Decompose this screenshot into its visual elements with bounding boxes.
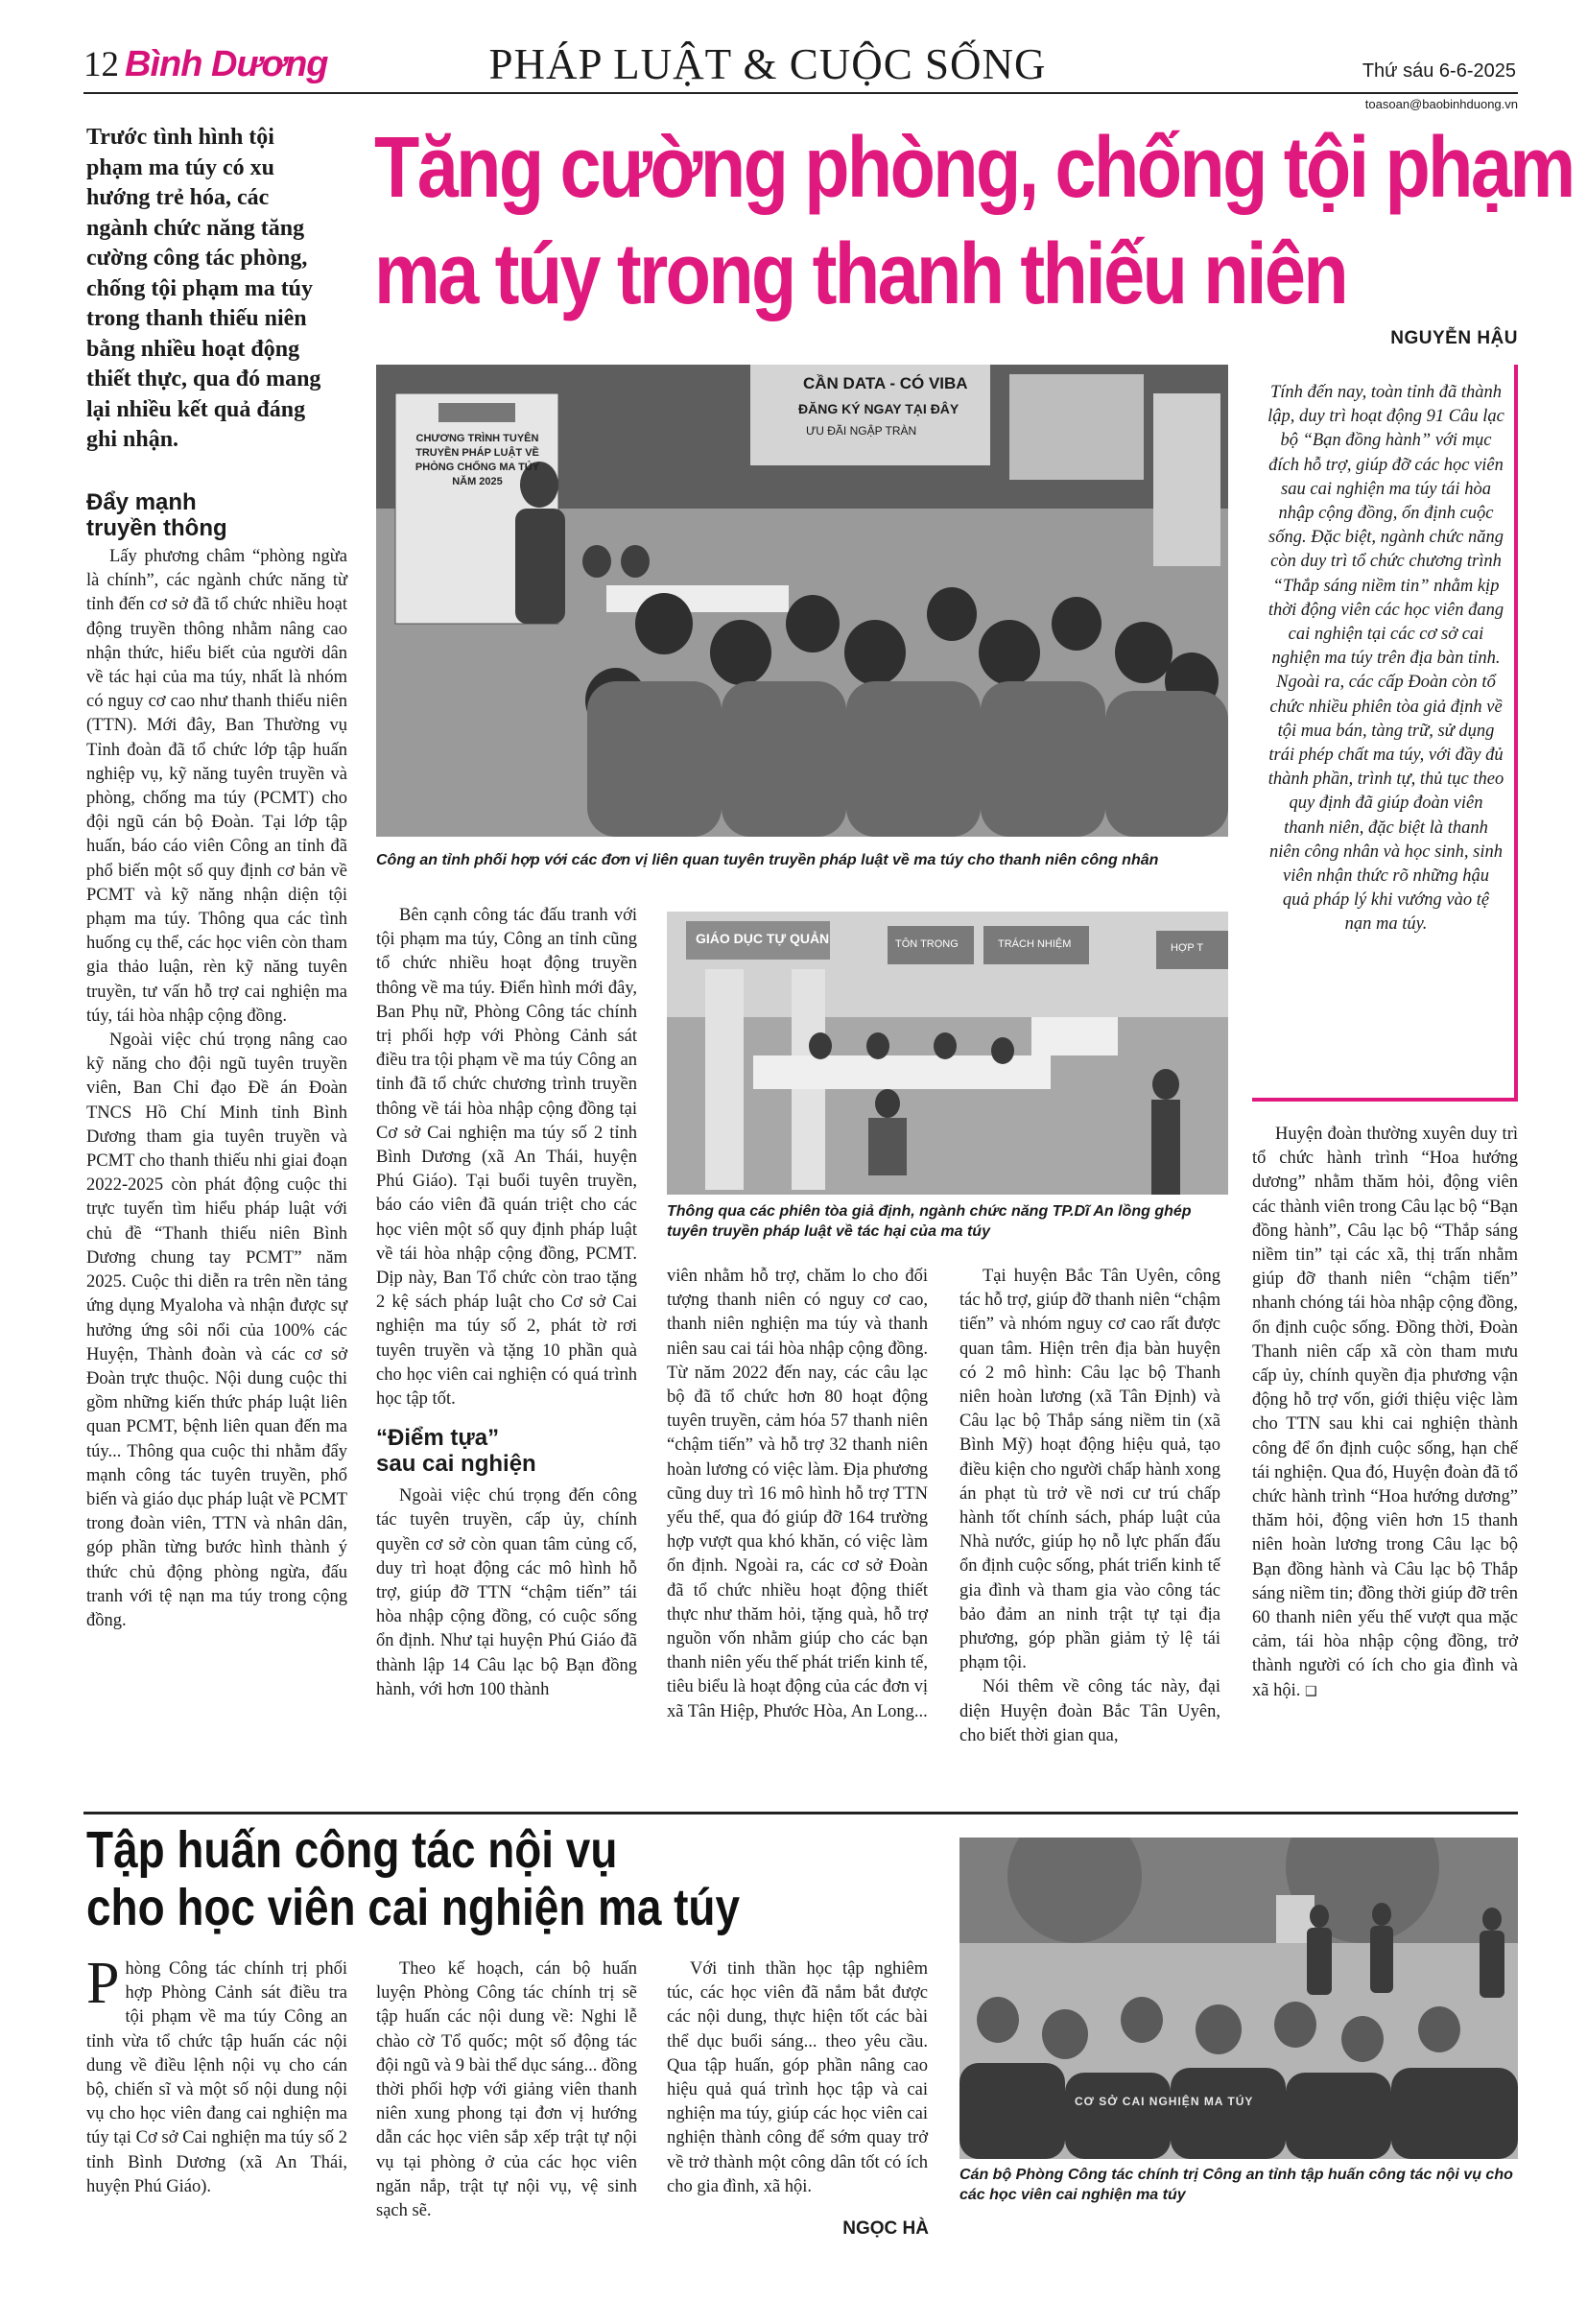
photo-mock-trial	[667, 912, 1228, 1195]
article-title-line1: Tăng cường phòng, chống tội phạm	[374, 120, 1574, 216]
photo-caption: Cán bộ Phòng Công tác chính trị Công an tỉnh tập huấn công tác nội vụ cho các học viên cai nghiện ma túy	[959, 2167, 1513, 2203]
paragraph: Lấy phương châm “phòng ngừa là chính”, các ngành chức năng từ tỉnh đến cơ sở đã tổ chức nhiều hoạt động truyền thông nhằm nâng cao nhận thức, hiểu biết của người dân về tác hại của ma túy, nhất là nhóm có nguy cơ cao như thanh thiếu niên (TTN). Mới đây, Ban Thường vụ Tỉnh đoàn đã tổ chức lớp tập huấn nghiệp vụ, kỹ năng tuyên truyền và phòng, chống ma túy (PCMT) cho đội ngũ cán bộ Đoàn. Tại lớp tập huấn, báo cáo viên Công an tỉnh đã phổ biến một số quy định cơ bản về PCMT và kỹ năng nhận diện tội phạm ma túy. Thông qua các tình huống cụ thể, các học viên còn tham gia thảo luận, rèn kỹ năng tuyên truyền, tư vấn hỗ trợ cai nghiện ma túy, tái hòa nhập cộng đồng.	[86, 547, 347, 1026]
article-title-line2: ma túy trong thanh thiếu niên	[374, 226, 1347, 322]
photo-banner-text: ĐĂNG KÝ NGAY TẠI ĐÂY	[798, 401, 959, 416]
article2-column-2	[376, 1957, 637, 2223]
paragraph	[1252, 1123, 1518, 1704]
photo-caption: Công an tỉnh phối hợp với các đơn vị liên quan tuyên truyền pháp luật về ma túy cho thanh niên công nhân	[376, 852, 1159, 868]
article2-title	[86, 1821, 983, 1936]
article2-title-line1: Tập huấn công tác nội vụ	[86, 1821, 618, 1879]
section-divider	[83, 1812, 1518, 1814]
photo-sign-text: TÔN TRỌNG	[895, 938, 959, 950]
subheading-line: truyền thông	[86, 515, 227, 541]
paragraph: Với tinh thần học tập nghiêm túc, các học viên đã nắm bắt được các nội dung, thực hiện tốt các bài thể dục buổi sáng... theo yêu cầu. Qua tập huấn, góp phần nâng cao hiệu quả quá trình học tập và cai nghiện ma túy, giúp các học viên cai nghiện thành công để sớm quay trở về trở thành một công dân tốt có ích cho gia đình, xã hội.	[667, 1959, 928, 2196]
issue-date: Thứ sáu 6-6-2025	[1362, 60, 1516, 82]
dropcap: P	[86, 1951, 120, 2016]
article2-byline: NGỌC HÀ	[842, 2218, 929, 2239]
paragraph: Theo kế hoạch, cán bộ huấn luyện Phòng Công tác chính trị sẽ tập huấn các nội dung về: Nghi lễ chào cờ Tổ quốc; một số động tác đội ngũ và 9 bài thể dục sáng... đồng thời phối hợp với giảng viên thanh niên xung phong tại đơn vị hướng dẫn các học viên sắp xếp trật tự nội vụ tại phòng ở của các học viên ngăn nắp, trật tự nội vụ, vệ sinh sạch sẽ.	[376, 1959, 637, 2221]
photo-sign-text: TRÁCH NHIỆM	[998, 938, 1072, 950]
photo-banner-text: CẦN DATA - CÓ VIBA	[803, 374, 968, 392]
article2-title-line2: cho học viên cai nghiện ma túy	[86, 1879, 740, 1936]
photo-shirt-text: CƠ SỞ CAI NGHIỆN MA TÚY	[1075, 2095, 1254, 2108]
article-byline: NGUYỄN HẬU	[1390, 328, 1518, 348]
photo-banner-text: ƯU ĐÃI NGẬP TRÀN	[806, 424, 917, 438]
paragraph-text: hòng Công tác chính trị phối hợp Phòng Cảnh sát điều tra tội phạm về ma túy Công an tỉnh vừa tổ chức tập huấn các nội dung về điều lệnh nội vụ cho cán bộ, chiến sĩ và một số nội dung nội vụ cho học viên đang cai nghiện ma túy tại Cơ sở Cai nghiện ma túy số 2 tỉnh Bình Dương (xã An Thái, huyện Phú Giáo).	[86, 1959, 347, 2196]
article-title	[374, 115, 1574, 328]
highlight-box	[1252, 365, 1518, 1102]
photo-illustration	[667, 912, 1228, 1195]
article2-column-1	[86, 1951, 347, 2199]
photo-caption: Thông qua các phiên tòa giả định, ngành chức năng TP.Dĩ An lồng ghép tuyên truyền pháp luật về tác hại của ma túy	[667, 1203, 1192, 1240]
paragraph: Ngoài việc chú trọng đến công tác tuyên truyền, cấp ủy, chính quyền cơ sở còn quan tâm củng cố, duy trì hoạt động các mô hình hỗ trợ, giúp đỡ TTN “chậm tiến” tái hòa nhập cộng đồng, có cuộc sống ổn định. Như tại huyện Phú Giáo đã thành lập 14 Câu lạc bộ Bạn đồng hành, với hơn 100 thành	[376, 1486, 637, 1699]
end-mark-icon: ❑	[1304, 1683, 1317, 1699]
paragraph: Bên cạnh công tác đấu tranh với tội phạm ma túy, Công an tỉnh cũng tổ chức nhiều hoạt động truyền thông về ma túy. Điển hình mới đây, Ban Phụ nữ, Phòng Công tác chính trị phối hợp với Phòng Cảnh sát điều tra tội phạm về ma túy Công an tỉnh đã tổ chức chương trình truyền thông về tái hòa nhập cộng đồng tại Cơ sở Cai nghiện ma túy số 2 tỉnh Bình Dương (xã An Thái, huyện Phú Giáo). Tại buổi tuyên truyền, báo cáo viên đã quán triệt cho các học viên một số quy định pháp luật về tái hòa nhập cộng đồng, PCMT. Dịp này, Ban Tổ chức còn trao tặng 2 kệ sách pháp luật cho Cơ sở Cai nghiện ma túy số 2, phát tờ rơi tuyên truyền và tặng 10 phần quà cho học viên cai nghiện có quá trình học tập tốt.	[376, 906, 637, 1410]
subheading-diem-tua	[376, 1425, 637, 1477]
paragraph: Ngoài việc chú trọng nâng cao kỹ năng cho đội ngũ tuyên truyền viên, Ban Chỉ đạo Đề án Đoàn TNCS Hồ Chí Minh tỉnh Bình Dương tham gia tuyên truyền và PCMT cho thanh thiếu nhi giai đoạn 2022-2025 còn phát động cuộc thi trực tuyến tìm hiểu pháp luật với chủ đề “Thanh thiếu niên Bình Dương chung tay PCMT” năm 2025. Cuộc thi diễn ra trên nền tảng ứng dụng Myaloha và nhận được sự hưởng ứng sôi nổi của 100% các Huyện, Thành đoàn và các cơ sở Đoàn trực thuộc. Nội dung cuộc thi gồm những kiến thức pháp luật liên quan PCMT, bệnh liên quan đến ma túy... Thông qua cuộc thi nhằm đẩy mạnh công tác tuyên truyền, phổ biến và giáo dục pháp luật về PCMT trong đoàn viên, TTN và nhân dân, góp phần từng bước hình thành ý thức chủ động phòng ngừa, đấu tranh với tệ nạn ma túy trong cộng đồng.	[86, 1031, 347, 1630]
paragraph: Nói thêm về công tác này, đại diện Huyện đoàn Bắc Tân Uyên, cho biết thời gian qua,	[959, 1677, 1220, 1745]
highlight-box-text: Tính đến nay, toàn tỉnh đã thành lập, duy trì hoạt động 91 Câu lạc bộ “Bạn đồng hành” với mục đích hỗ trợ, giúp đỡ các học viên sau cai nghiện ma túy tái hòa nhập cộng đồng, ổn định cuộc sống. Đặc biệt, ngành chức năng còn duy trì tổ chức chương trình “Thắp sáng niềm tin” nhằm kịp thời động viên các học viên đang cai nghiện tại các cơ sở cai nghiện ma túy trên địa bàn tỉnh. Ngoài ra, các cấp Đoàn còn tổ chức nhiều phiên tòa giả định về tội mua bán, tàng trữ, sử dụng trái phép chất ma túy, với đầy đủ thành phần, trình tự, thủ tục theo quy định đã giúp đoàn viên thanh niên, đặc biệt là thanh niên công nhân và học sinh, sinh viên nhận thức rõ những hậu quả pháp lý khi vướng vào tệ nạn ma túy.	[1267, 383, 1504, 935]
article2-column-3	[667, 1957, 928, 2199]
photo-sign-text: HỢP T	[1171, 942, 1204, 954]
header-rule	[83, 92, 1518, 94]
subheading-truyen-thong	[86, 489, 336, 541]
photo-sign-text: GIÁO DỤC TỰ QUẢN	[696, 931, 830, 946]
photo-illustration	[959, 1838, 1518, 2159]
page-number: 12	[83, 45, 119, 84]
subheading-line: sau cai nghiện	[376, 1451, 536, 1478]
article-column-1	[86, 545, 347, 1633]
paragraph: Tại huyện Bắc Tân Uyên, công tác hỗ trợ, giúp đỡ thanh niên “chậm tiến” và nhóm nguy cơ cao rất được quan tâm. Hiện trên địa bàn huyện có 2 mô hình: Câu lạc bộ Thanh niên hoàn lương (xã Tân Định) và Câu lạc bộ Thắp sáng niềm tin (xã Bình Mỹ) hoạt động hiệu quả, tạo điều kiện cho người chấp hành xong án phạt tù trở về nơi cư trú chấp hành tốt chính sách, pháp luật của Nhà nước, giúp họ nỗ lực phấn đấu ổn định cuộc sống, phát triển kinh tế gia đình và tham gia vào công tác bảo đảm an ninh trật tự tại địa phương, góp phần giảm tỷ lệ tái phạm tội.	[959, 1267, 1220, 1673]
article-column-3	[667, 1265, 928, 1724]
subheading-line: “Điểm tựa”	[376, 1425, 500, 1452]
paragraph-text: Huyện đoàn thường xuyên duy trì tổ chức hành trình “Hoa hướng dương” nhằm thăm hỏi, động viên các thành viên trong Câu lạc bộ “Bạn đồng hành”, Câu lạc bộ “Thắp sáng niềm tin” tại các xã, thị trấn nhằm giúp đỡ thanh niên “chậm tiến” nhanh chóng tái hòa nhập cộng đồng, ổn định cuộc sống. Đồng thời, Đoàn Thanh niên cấp xã còn tham mưu cấp ủy, chính quyền địa phương vận động hỗ trợ vốn, giới thiệu việc làm cho TTN sau khi cai nghiện thành công để ổn định cuộc sống, hạn chế tái nghiện. Qua đó, Huyện đoàn đã tổ chức hành trình “Hoa hướng dương” thăm hỏi, động viên hơn 15 thanh niên hoàn lương trong Câu lạc bộ Bạn đồng hành và Câu lạc bộ Thắp sáng niềm tin; đồng thời giúp đỡ trên 60 thanh niên yếu thế vượt qua mặc cảm, tái hòa nhập cộng đồng, trở thành người có ích cho gia đình và xã hội.	[1252, 1125, 1518, 1700]
article-column-5	[1252, 1123, 1518, 1704]
contact-email: toasoan@baobinhduong.vn	[1364, 97, 1518, 111]
paragraph: viên nhằm hỗ trợ, chăm lo cho đối tượng thanh niên có nguy cơ cao, thanh niên nghiện ma túy và thanh niên sau cai tái hòa nhập cộng đồng. Từ năm 2022 đến nay, các câu lạc bộ đã tổ chức hơn 80 hoạt động tuyên truyền, cảm hóa 57 thanh niên “chậm tiến” và hỗ trợ 32 thanh niên hoàn lương có việc làm. Địa phương cũng duy trì 16 mô hình hỗ trợ TTN yếu thế, qua đó giúp đỡ 164 trường hợp vượt qua khó khăn, có việc làm ổn định. Ngoài ra, các cơ sở Đoàn đã tổ chức nhiều hoạt động thiết thực như thăm hỏi, tặng quà, hỗ trợ nguồn vốn nhằm giúp cho các bạn thanh niên yếu thế phát triển kinh tế, tiêu biểu là hoạt động của các đơn vị xã Tân Hiệp, Phước Hòa, An Long...	[667, 1267, 928, 1721]
article-column-4	[959, 1265, 1220, 1748]
article-column-2	[376, 904, 637, 1702]
photo-board-text: CHƯƠNG TRÌNH TUYÊN TRUYỀN PHÁP LUẬT VỀ PHÒNG CHỐNG MA TÚY NĂM 2025	[415, 433, 540, 487]
photo-propaganda-event	[376, 365, 1228, 837]
photo-training	[959, 1838, 1518, 2159]
article-lead: Trước tình hình tội phạm ma túy có xu hướng trẻ hóa, các ngành chức năng tăng cường công tác phòng, chống tội phạm ma túy trong thanh thiếu niên bằng nhiều hoạt động thiết thực, qua đó mang lại nhiều kết quả đáng ghi nhận.	[86, 125, 321, 452]
subheading-line: Đẩy mạnh	[86, 489, 197, 515]
brand-logo: Bình Dương	[125, 44, 328, 84]
paragraph	[86, 1951, 347, 2199]
section-title: PHÁP LUẬT & CUỘC SỐNG	[488, 40, 1047, 88]
